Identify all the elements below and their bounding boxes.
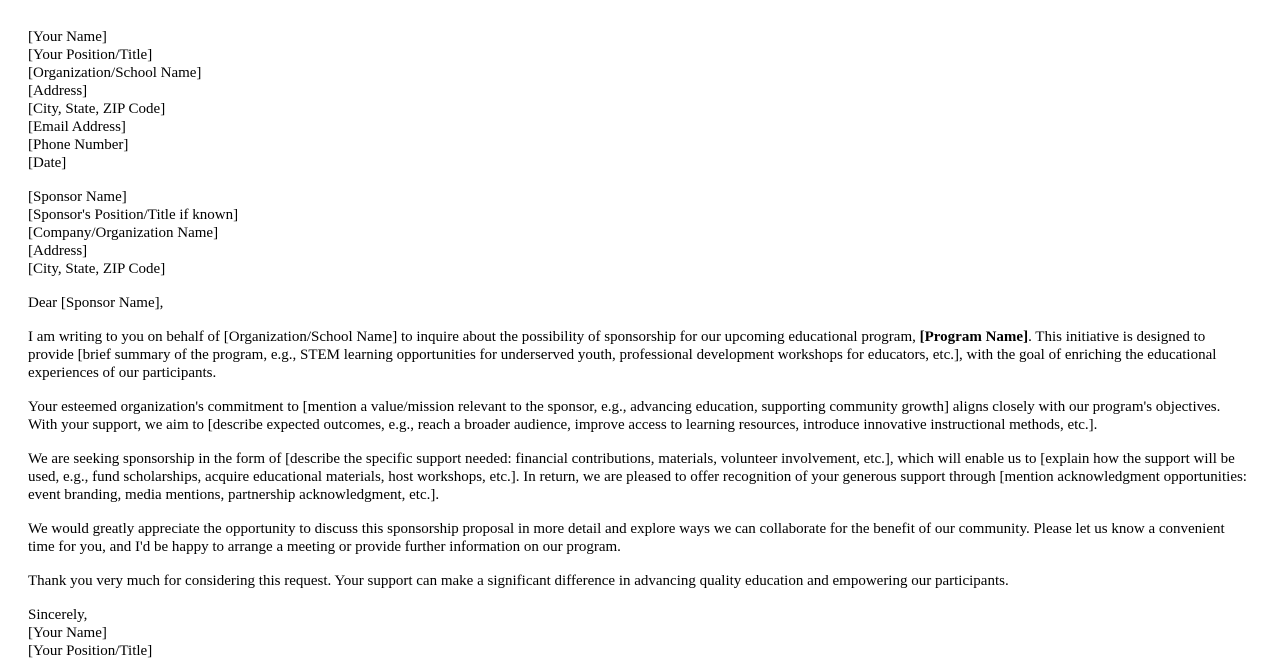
valediction: Sincerely, — [28, 607, 88, 623]
recipient-organization: [Company/Organization Name] — [28, 225, 219, 241]
paragraph-1-intro: I am writing to you on behalf of [Organization/School Name] to inquire about the possibility of sponsorship for our upcoming educational program, — [28, 329, 920, 345]
recipient-block — [28, 188, 1250, 278]
paragraph-1-rest: . This initiative is designed to provide [brief summary of the program, e.g., STEM learning opportunities for underserved youth, professional development workshops for educators, etc.], with the goal of enriching the educational experiences of our participants. — [28, 329, 1217, 381]
recipient-position: [Sponsor's Position/Title if known] — [28, 207, 239, 223]
closing-name: [Your Name] — [28, 625, 107, 641]
sender-organization: [Organization/School Name] — [28, 65, 202, 81]
sender-phone: [Phone Number] — [28, 137, 129, 153]
closing-position: [Your Position/Title] — [28, 643, 153, 659]
letter-date: [Date] — [28, 155, 67, 171]
sender-position: [Your Position/Title] — [28, 47, 153, 63]
sender-address: [Address] — [28, 83, 88, 99]
greeting: Dear [Sponsor Name], — [28, 295, 164, 311]
body-paragraph-3: We are seeking sponsorship in the form of [describe the specific support needed: financial contributions, materials, volunteer involvement, etc.], which will enable us to [explain how the support will be used, e.g., fund scholarships, acquire educational materials, host workshops, etc.]. In return, we are pleased to offer recognition of your generous support through [mention acknowledgment opportunities: event branding, media mentions, partnership acknowledgment, etc.]. — [28, 451, 1247, 503]
sender-city-state-zip: [City, State, ZIP Code] — [28, 101, 166, 117]
sender-email: [Email Address] — [28, 119, 126, 135]
program-name: [Program Name] — [919, 329, 1029, 345]
closing-block — [28, 606, 1250, 660]
recipient-address: [Address] — [28, 243, 88, 259]
body-paragraph-2: Your esteemed organization's commitment to [mention a value/mission relevant to the sponsor, e.g., advancing education, supporting community growth] aligns closely with our program's objectives. With your support, we aim to [describe expected outcomes, e.g., reach a broader audience, improve access to learning resources, introduce innovative instructional methods, etc.]. — [28, 399, 1221, 433]
recipient-city-state-zip: [City, State, ZIP Code] — [28, 261, 166, 277]
body-paragraph-5: Thank you very much for considering this request. Your support can make a significant difference in advancing quality education and empowering our participants. — [28, 573, 1009, 589]
sender-block — [28, 28, 1250, 172]
sender-name: [Your Name] — [28, 29, 107, 45]
body-paragraph-4: We would greatly appreciate the opportunity to discuss this sponsorship proposal in more detail and explore ways we can collaborate for the benefit of our community. Please let us know a convenient time for you, and I'd be happy to arrange a meeting or provide further information on our program. — [28, 521, 1225, 555]
recipient-name: [Sponsor Name] — [28, 189, 127, 205]
body-paragraph-1 — [28, 328, 1250, 382]
